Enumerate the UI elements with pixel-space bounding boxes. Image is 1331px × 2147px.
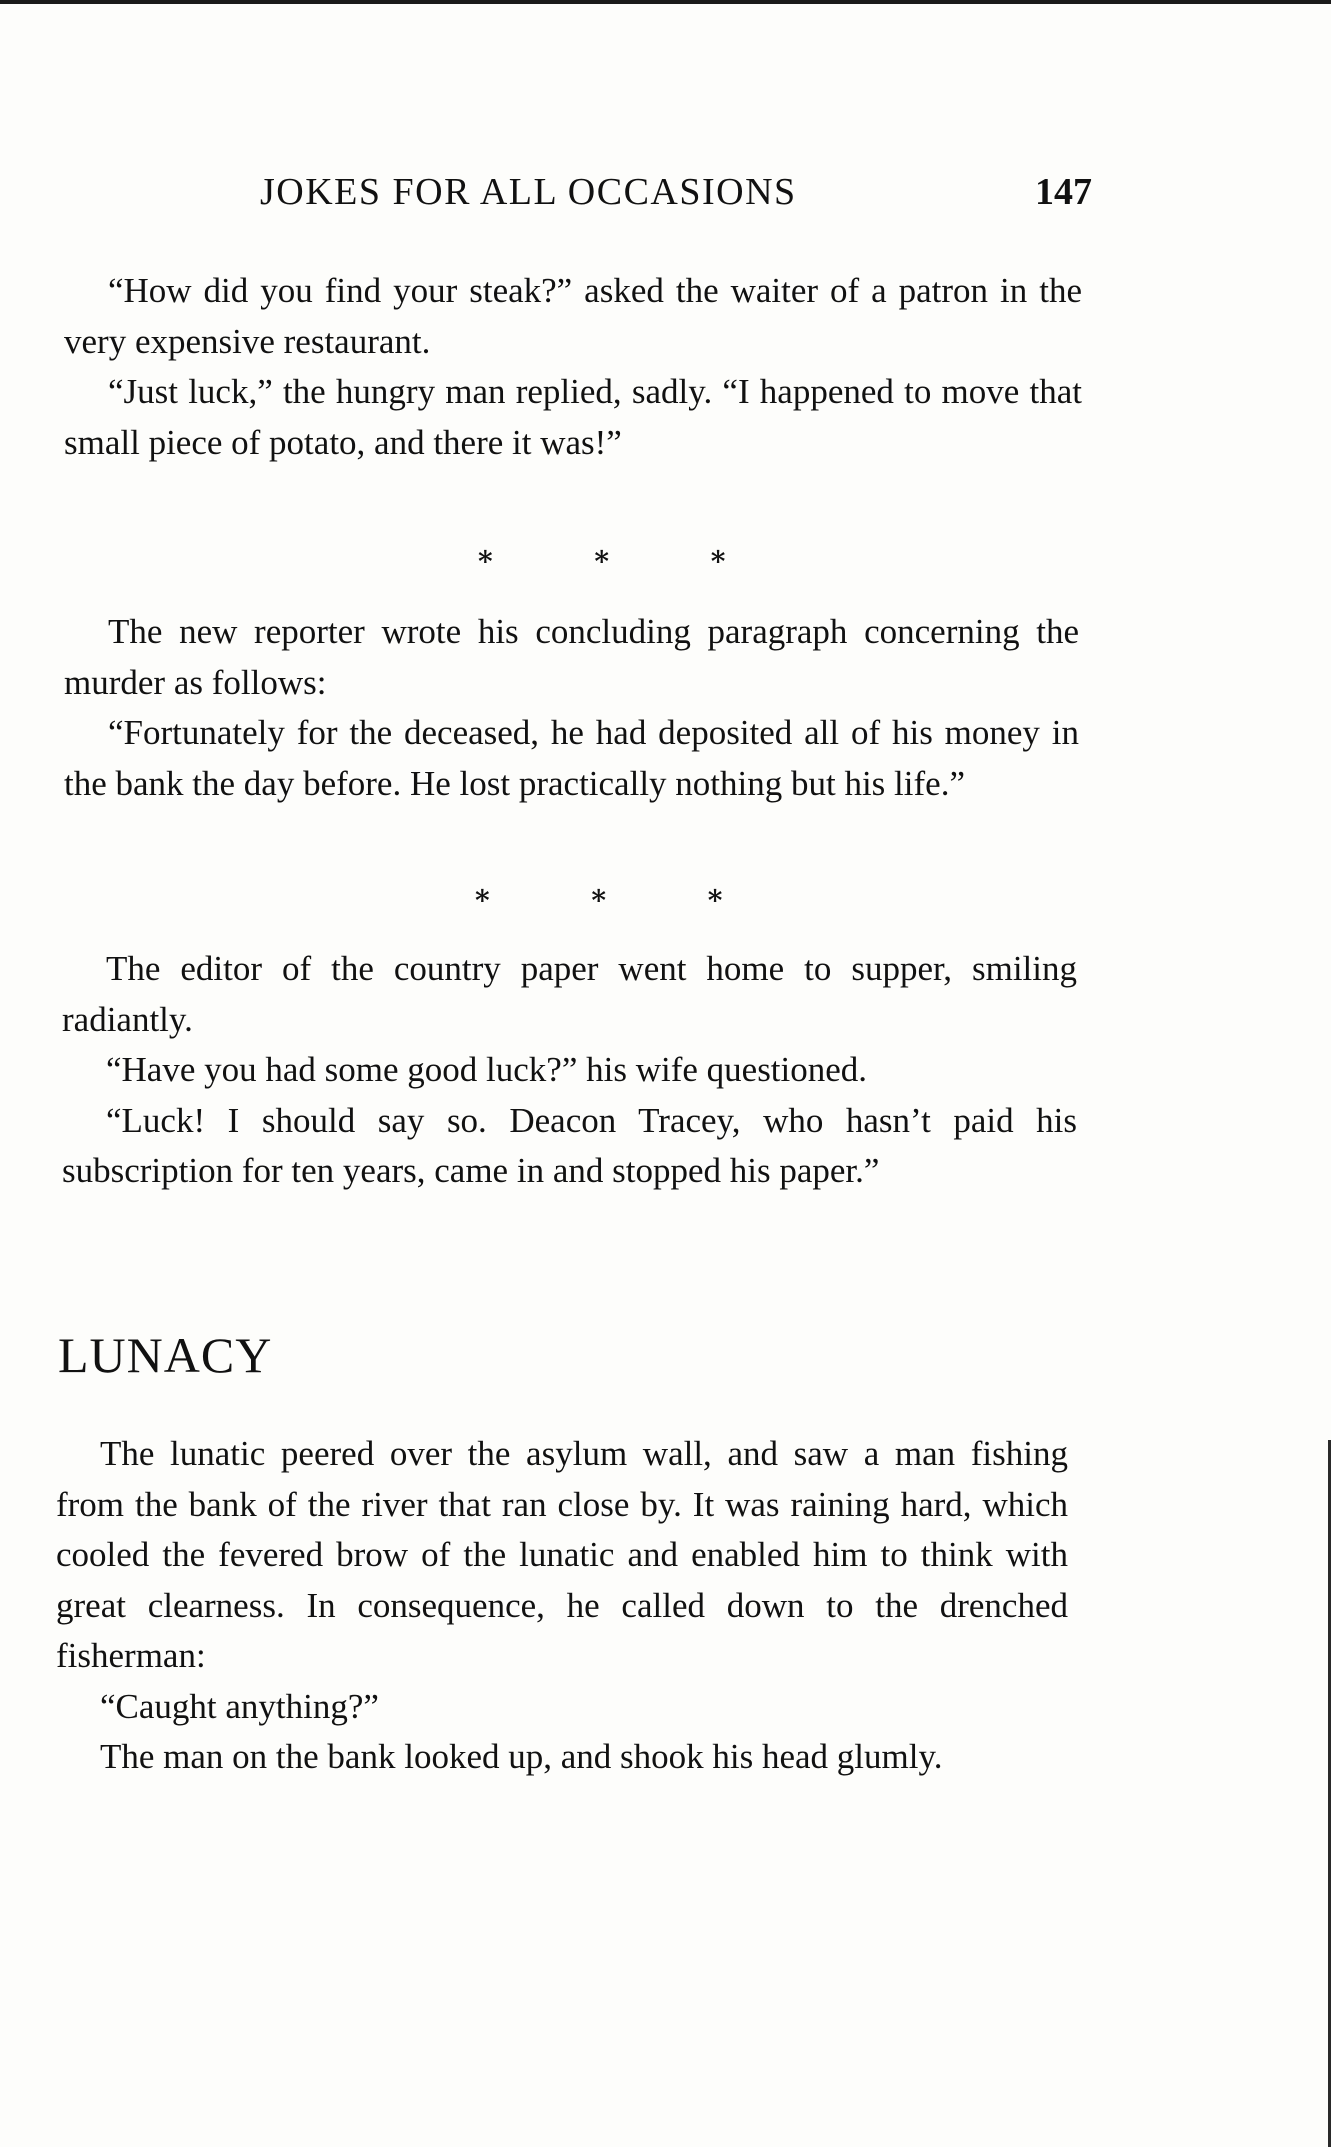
joke-paragraph: “Just luck,” the hungry man replied, sadly. “I happened to move that small piece of potato, and there it was!”	[64, 372, 1082, 462]
section-separator: * * *	[475, 884, 769, 917]
joke-paragraph: The lunatic peered over the asylum wall, and saw a man fishing from the bank of the river that ran close by. It was raining hard, which cooled the fevered brow of the lunatic and enabled him to think with great clearness. In consequence, he called down to the drenched fisherman:	[56, 1434, 1068, 1675]
page-number: 147	[1035, 171, 1092, 213]
joke-waiter-steak	[64, 266, 1082, 468]
joke-new-reporter	[64, 607, 1079, 809]
joke-paragraph: “Fortunately for the deceased, he had deposited all of his money in the bank the day before. He lost practically nothing but his life.”	[64, 713, 1079, 803]
joke-paragraph: The editor of the country paper went home to supper, smiling radiantly.	[62, 949, 1077, 1039]
running-title: JOKES FOR ALL OCCASIONS	[260, 171, 797, 213]
joke-paragraph: The new reporter wrote his concluding paragraph concerning the murder as follows:	[64, 612, 1079, 702]
section-separator: * * *	[478, 545, 772, 578]
joke-paragraph: “Luck! I should say so. Deacon Tracey, who hasn’t paid his subscription for ten years, came in and stopped his paper.”	[62, 1100, 1077, 1190]
joke-lunatic-fisherman	[56, 1429, 1068, 1783]
joke-paragraph: “Caught anything?”	[100, 1686, 379, 1726]
section-heading: LUNACY	[58, 1327, 273, 1383]
joke-paragraph: “Have you had some good luck?” his wife questioned.	[106, 1050, 868, 1089]
page-top-edge	[0, 0, 1331, 4]
running-header	[260, 168, 1092, 220]
joke-paragraph: The man on the bank looked up, and shook his head glumly.	[100, 1737, 943, 1776]
joke-paragraph: “How did you find your steak?” asked the waiter of a patron in the very expensive restaurant.	[64, 271, 1082, 361]
joke-country-editor	[62, 944, 1077, 1197]
